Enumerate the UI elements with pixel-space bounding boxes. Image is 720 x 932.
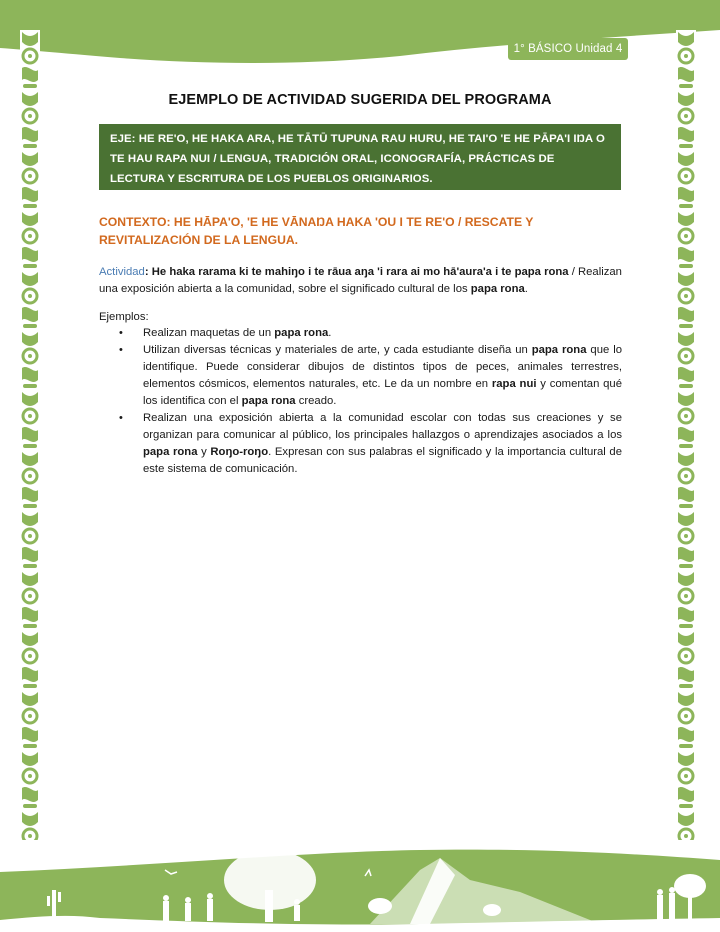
page-title: EJEMPLO DE ACTIVIDAD SUGERIDA DEL PROGRAMA bbox=[168, 92, 552, 108]
item-term: papa rona bbox=[531, 344, 587, 356]
ejemplos-list bbox=[99, 325, 622, 478]
list-item bbox=[99, 342, 622, 410]
actividad-title-rapanui: He haka rarama ki te mahiŋo i te rāua aŋa 'i rara ai mo hā'aura'a i te papa rona bbox=[151, 266, 569, 278]
right-pattern-border-icon bbox=[676, 30, 696, 840]
item-text: Realizan una exposición abierta a la comunidad escolar con todas sus creaciones y se organizan para comunicar al público, los principales hallazgos o aprendizajes asociados a los bbox=[143, 412, 622, 441]
bullet-icon: • bbox=[119, 327, 123, 339]
item-text: Realizan maquetas de un bbox=[143, 327, 275, 339]
actividad-term: papa rona bbox=[470, 283, 525, 295]
list-item bbox=[99, 325, 622, 342]
actividad-label: Actividad bbox=[99, 266, 145, 278]
item-text: Utilizan diversas técnicas y materiales de arte, y cada estudiante diseña un bbox=[143, 344, 532, 356]
item-text: y comentan qué los identifica con el bbox=[143, 378, 622, 407]
bullet-icon: • bbox=[119, 412, 123, 424]
left-pattern-border-icon bbox=[20, 30, 40, 840]
item-text: . Expresan con sus palabras el significado y la importancia cultural de este sistema de comunicación. bbox=[143, 446, 622, 475]
unit-badge: 1° BÁSICO Unidad 4 bbox=[508, 38, 628, 60]
item-term: rapa nui bbox=[491, 378, 537, 390]
bullet-icon: • bbox=[119, 344, 123, 356]
actividad-end: . bbox=[524, 283, 528, 295]
eje-box: EJE: HE RE'O, HE HAKA ARA, HE TĀTŪ TUPUNA RAU HURU, HE TAI'O 'E HE PĀPA'I IŊA O TE HAU RAPA NUI / LENGUA, TRADICIÓN ORAL, ICONOGRAFÍA, PRÁCTICAS DE LECTURA Y ESCRITURA DE LOS PUEBLOS ORIGINARIOS. bbox=[99, 124, 621, 190]
actividad-colon: : bbox=[144, 266, 152, 278]
contexto-heading: CONTEXTO: HE HĀPA'O, 'E HE VĀNAŊA HAKA 'OU I TE RE'O / RESCATE Y REVITALIZACIÓN DE LA LENGUA. bbox=[99, 215, 534, 247]
item-term: papa rona bbox=[241, 395, 296, 407]
item-term: papa rona bbox=[143, 446, 198, 458]
item-term: papa rona bbox=[274, 327, 329, 339]
item-text: y bbox=[197, 446, 211, 458]
list-item bbox=[99, 410, 622, 478]
item-text: . bbox=[328, 327, 332, 339]
item-text: que lo identifique. Puede considerar dibujos de distintos tipos de peces, animales terrestres, elementos cósmicos, elementos naturales, etc. Le da un nombre en bbox=[143, 344, 622, 390]
landscape-footer-illustration bbox=[0, 830, 720, 932]
item-term: Roŋo-roŋo bbox=[210, 446, 269, 458]
actividad-description: / Realizan una exposición abierta a la comunidad, sobre el significado cultural de los bbox=[99, 266, 622, 295]
item-text: creado. bbox=[295, 395, 337, 407]
actividad-paragraph bbox=[99, 264, 622, 298]
ejemplos-label: Ejemplos: bbox=[99, 311, 149, 323]
